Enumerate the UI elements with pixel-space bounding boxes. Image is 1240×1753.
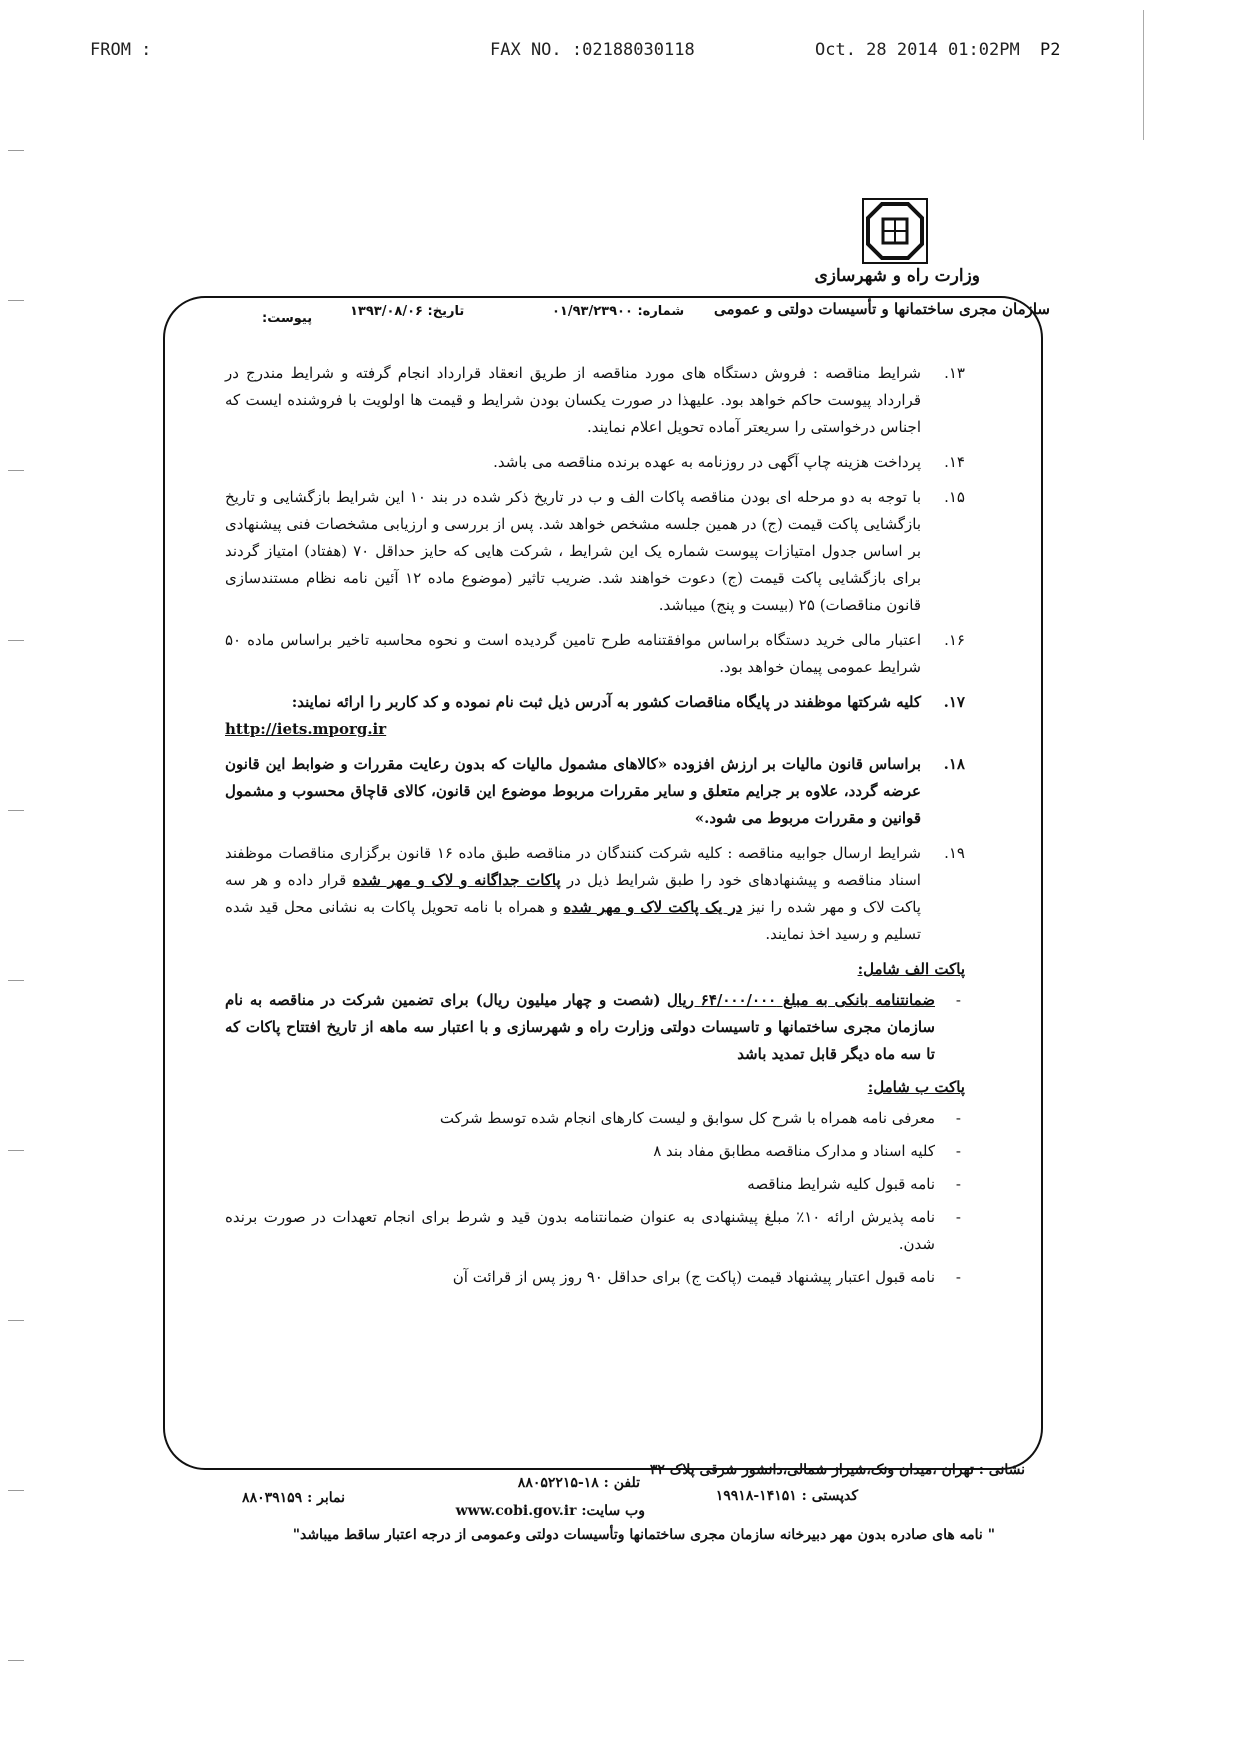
bullet-text: نامه قبول اعتبار پیشنهاد قیمت (پاکت ج) برای حداقل ۹۰ روز پس از قرائت آن: [452, 1268, 935, 1286]
clause-18: [225, 751, 965, 832]
scan-edge-mark: [8, 1320, 24, 1321]
letter-body: [225, 360, 965, 1297]
footer-fax: نمابر : ۸۸۰۳۹۱۵۹: [242, 1490, 345, 1506]
clause-text: و همراه با نامه تحویل پاکات به نشانی محل قید شده تسلیم و رسید اخذ نمایند.: [225, 898, 921, 943]
ministry-emblem-icon: [862, 198, 928, 264]
clause-number: ۱۹.: [944, 844, 965, 862]
footer-validity-notice: " نامه های صادره بدون مهر دبیرخانه سازمان مجری ساختمانها وتأسیسات دولتی وعمومی از درجه اعتبار ساقط میباشد": [292, 1527, 995, 1543]
letter-attachment: پیوست:: [262, 311, 313, 326]
bullet-text: معرفی نامه همراه با شرح کل سوابق و لیست کارهای انجام شده توسط شرکت: [439, 1109, 935, 1127]
clause-14: [225, 449, 965, 476]
scan-edge-mark: [8, 1660, 24, 1661]
organization-name: سازمان مجری ساختمانها و تأسیسات دولتی و عمومی: [714, 300, 1050, 318]
fax-number: FAX NO. :02188030118: [490, 40, 695, 60]
clause-text: شرایط ارسال جوابیه مناقصه : کلیه شرکت کنندگان در مناقصه طبق ماده ۱۶ قانون برگزاری مناقصات موظفند اسناد مناقصه و پیشنهادهای خود را طبق شرایط ذیل در: [225, 844, 921, 889]
clause-emphasis: در یک پاکت لاک و مهر شده: [563, 898, 743, 916]
bullet-text: کلیه اسناد و مدارک مناقصه مطابق مفاد بند ۸: [653, 1142, 935, 1160]
clause-19: [225, 840, 965, 948]
clause-16: [225, 627, 965, 681]
scan-edge-mark: [8, 810, 24, 811]
clause-text: با توجه به دو مرحله ای بودن مناقصه پاکات الف و ب در تاریخ ذکر شده در بند ۱۰ این شرایط بازگشایی و تاریخ بازگشایی پاکت قیمت (ج) در همین جلسه مشخص خواهد شد. پس از بررسی و ارزیابی مشخصات فنی پیشنهادی بر اساس جدول امتیازات پیوست شماره یک این شرایط ، شرکت هایی که حایز حداقل ۷۰ (هفتاد) امتیاز گردند برای بازگشایی پاکت قیمت (ج) دعوت خواهند شد. ضریب تاثیر (موضوع ماده ۱۲ آئین نامه نظام مستندسازی قانون مناقصات) ۲۵ (بیست و پنج) میباشد.: [225, 488, 922, 614]
fax-date-time: Oct. 28 2014 01:02PM: [815, 40, 1020, 60]
clause-number: ۱۸.: [943, 755, 965, 773]
packet-b-item: [225, 1204, 965, 1258]
bullet-dash-icon: -: [955, 1175, 961, 1193]
fax-page-number: P2: [1040, 40, 1061, 60]
bullet-dash-icon: -: [955, 1109, 961, 1127]
fax-from-label: FROM :: [90, 40, 152, 60]
clause-number: ۱۷.: [943, 693, 965, 711]
packet-b-title: پاکت ب شامل:: [867, 1078, 965, 1096]
bullet-text: نامه پذیرش ارائه ۱۰٪ مبلغ پیشنهادی به عنوان ضمانتنامه بدون قید و شرط برای انجام تعهدات در صورت برنده شدن.: [225, 1208, 935, 1253]
bullet-text: (شصت و چهار میلیون ریال) برای تضمین شرکت در مناقصه به نام سازمان مجری ساختمانها و تاسیسات دولتی وزارت راه و شهرسازی و با اعتبار سه ماهه از تاریخ افتتاح پاکات که تا سه ماه دیگر قابل تمدید باشد: [225, 991, 935, 1063]
clause-text: پرداخت هزینه چاپ آگهی در روزنامه به عهده برنده مناقصه می باشد.: [493, 453, 921, 471]
packet-b-item: [225, 1138, 965, 1165]
scan-edge-mark: [8, 640, 24, 641]
footer-postal-code: کدپستی : ۱۴۱۵۱-۱۹۹۱۸: [715, 1488, 858, 1504]
letter-number: شماره: ۰۱/۹۳/۲۳۹۰۰: [552, 304, 685, 319]
tender-portal-link[interactable]: http://iets.mporg.ir: [225, 720, 387, 738]
clause-number: ۱۴.: [944, 453, 965, 471]
clause-text: براساس قانون مالیات بر ارزش افزوده «کالاهای مشمول مالیات که بدون رعایت مقررات و ضوابط این قانون عرضه گردد، علاوه بر جرایم متعلق و سایر مقررات مربوط موضوع این قانون، کالای قاچاق محسوب و مشمول قوانین و مقررات مربوط می شود.»: [225, 755, 921, 827]
clause-emphasis: پاکات جداگانه و لاک و مهر شده: [352, 871, 561, 889]
scan-edge-mark: [8, 150, 24, 151]
packet-b-item: [225, 1105, 965, 1132]
footer-website: وب سایت: www.cobi.gov.ir: [455, 1503, 645, 1519]
letter-date: تاریخ: ۱۳۹۳/۰۸/۰۶: [350, 304, 465, 319]
footer-phone: تلفن : ۱۸-۸۸۰۵۲۲۱۵: [517, 1475, 640, 1491]
clause-text: قرار داده و هر سه پاکت لاک و مهر شده را نیز: [225, 871, 921, 916]
clause-number: ۱۵.: [944, 488, 965, 506]
scan-edge-mark: [8, 1150, 24, 1151]
fax-header: [90, 40, 1020, 64]
scan-edge-line: [1143, 10, 1144, 140]
packet-b-item: [225, 1171, 965, 1198]
clause-13: [225, 360, 965, 441]
footer-address: نشانی : تهران ،میدان ونک،شیراز شمالی،دانشور شرقی پلاک ۳۲: [649, 1462, 1025, 1478]
clause-text: اعتبار مالی خرید دستگاه براساس موافقتنامه طرح تامین گردیده است و نحوه محاسبه تاخیر براساس ماده ۵۰ شرایط عمومی پیمان خواهد بود.: [225, 631, 921, 676]
bullet-dash-icon: -: [955, 1268, 961, 1286]
clause-text: کلیه شرکتها موظفند در پایگاه مناقصات کشور به آدرس ذیل ثبت نام نموده و کد کاربر را ارائه نمایند:: [291, 693, 921, 711]
scan-edge-mark: [8, 470, 24, 471]
bullet-text: نامه قبول کلیه شرایط مناقصه: [747, 1175, 935, 1193]
bullet-dash-icon: -: [955, 991, 961, 1009]
clause-number: ۱۳.: [944, 364, 965, 382]
ministry-name: وزارت راه و شهرسازی: [814, 266, 980, 286]
guarantee-amount: ضمانتنامه بانکی به مبلغ ۶۴/۰۰۰/۰۰۰ ریال: [666, 991, 935, 1009]
clause-15: [225, 484, 965, 619]
packet-a-title: پاکت الف شامل:: [857, 960, 965, 978]
scan-edge-mark: [8, 300, 24, 301]
scan-edge-mark: [8, 1490, 24, 1491]
packet-b-item: [225, 1264, 965, 1291]
scan-edge-mark: [8, 980, 24, 981]
clause-number: ۱۶.: [944, 631, 965, 649]
packet-a-item: [225, 987, 965, 1068]
bullet-dash-icon: -: [955, 1208, 961, 1226]
bullet-dash-icon: -: [955, 1142, 961, 1160]
clause-text: شرایط مناقصه : فروش دستگاه های مورد مناقصه از طریق انعقاد قرارداد انجام گرفته و شرایط مندرج در قرارداد پیوست حاکم خواهد بود. علیهذا در صورت یکسان بودن شرایط و قیمت ها اولویت با فروشنده ایست که اجناس درخواستی را سریعتر آماده تحویل اعلام نمایند.: [225, 364, 921, 436]
clause-17: [225, 689, 965, 743]
